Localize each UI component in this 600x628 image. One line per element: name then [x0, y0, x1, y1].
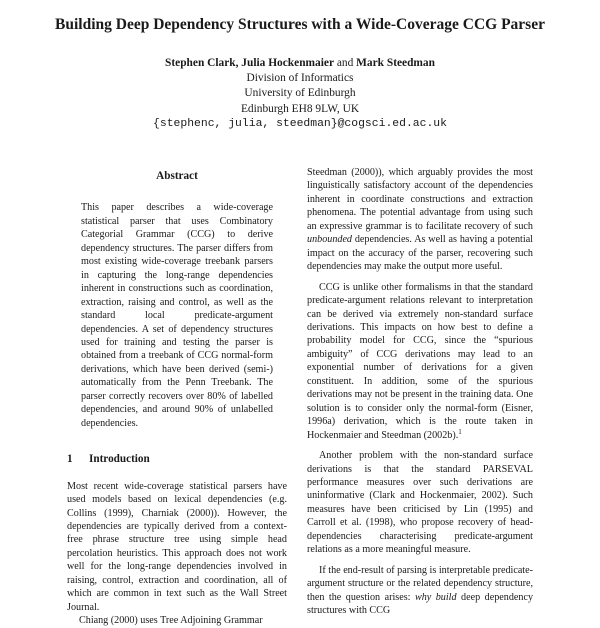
intro-paragraph-1: Most recent wide-coverage statistical parsers have used models based on lexical dependencies (e.g. Collins (1999), Charniak (2000)). However, the dependencies are typically derived from a context-free phrase structure tree using simple head percolation heuristics. This approach does not work well for the long-range dependencies involved in raising, control, extraction and coordination, all of which are common in text such as the Wall Street Journal. — [67, 480, 287, 613]
affiliation-department: Division of Informatics — [246, 72, 354, 85]
section-number: 1 — [67, 453, 73, 466]
right-p3-text-b: performance measures over such derivations are uninformative (Clark and Hockenmaier, 2002). Such measures have been criticised by Lin (1995) and Carroll et al. (1998), who propose recovery of head-dependencies characterising predicate-argument relations as a more meaningful measure. — [307, 476, 533, 556]
parseval-term: PARSEVAL — [482, 463, 533, 475]
right-paragraph-2 — [307, 281, 533, 442]
right-p2-text: CCG is unlike other formalisms in that the standard predicate-argument relations relevant to interpretation can be derived via extremely non-standard surface derivations. This impacts on how best to define a probability model for CCG, since the “spurious ambiguity” of CCG derivations may lead to an exponential number of derivations for a given constituent. In addition, some of the spurious derivations may not be present in the training data. One solution is to consider only the normal-form (Eisner, 1996a) derivation, which is the route taken in Hockenmaier and Steedman (2002b). — [307, 281, 533, 441]
right-paragraph-1 — [307, 166, 533, 274]
right-paragraph-4 — [307, 564, 533, 618]
affiliation-address: Edinburgh EH8 9LW, UK — [240, 102, 360, 115]
right-p4-emphasis: why build — [414, 591, 457, 603]
section-title: Introduction — [89, 453, 150, 466]
right-p1-text-b: dependencies. As well as having a potential impact on the accuracy of the parser, recovering such dependencies may make the output more useful. — [307, 234, 533, 273]
author-and: and — [336, 57, 354, 69]
right-p4-text-b: deep dependency structures with CCG — [307, 591, 534, 617]
left-column — [67, 170, 287, 628]
right-paragraph-3 — [307, 449, 533, 557]
author-names — [0, 56, 600, 71]
abstract-heading: Abstract — [156, 170, 198, 182]
intro-paragraph-2: Chiang (2000) uses Tree Adjoining Grammar — [79, 615, 263, 627]
section-heading-introduction — [67, 453, 287, 466]
author-names-last: Mark Steedman — [356, 57, 435, 69]
right-column — [307, 166, 533, 618]
author-block — [0, 56, 600, 132]
author-names-first: Stephen Clark, Julia Hockenmaier — [165, 57, 334, 69]
right-p1-emphasis: unbounded — [307, 234, 352, 246]
paper-title: Building Deep Dependency Structures with a Wide-Coverage CCG Parser — [55, 16, 545, 33]
author-emails: {stephenc, julia, steedman}@cogsci.ed.ac.uk — [153, 117, 447, 130]
footnote-marker: 1 — [458, 427, 462, 436]
right-p1-text-a: Steedman (2000)), which arguably provides the most linguistically satisfactory account of the dependencies inherent in coordinate constructions and extraction phenomena. The potential advantage from using such an expressive grammar is to facilitate recovery of such — [307, 167, 533, 232]
right-p3-text-a: Another problem with the non-standard surface derivations is that the standard — [307, 450, 533, 475]
right-p4-text-a: If the end-result of parsing is interpretable predicate-argument structure or the related dependency structure, then the question arises: — [307, 564, 533, 603]
affiliation-university: University of Edinburgh — [244, 87, 356, 100]
abstract-text: This paper describes a wide-coverage statistical parser that uses Combinatory Categorial Grammar (CCG) to derive dependency structures. The parser differs from most existing wide-coverage treebank parsers in capturing the long-range dependencies inherent in constructions such as coordination, extraction, raising and control, as well as the standard local predicate-argument dependencies. A set of dependency structures used for training and testing the parser is obtained from a treebank of CCG normal-form derivations, which have been derived (semi-) automatically from the Penn Treebank. The parser correctly recovers over 80% of labelled dependencies, and around 90% of unlabelled dependencies. — [81, 202, 273, 429]
